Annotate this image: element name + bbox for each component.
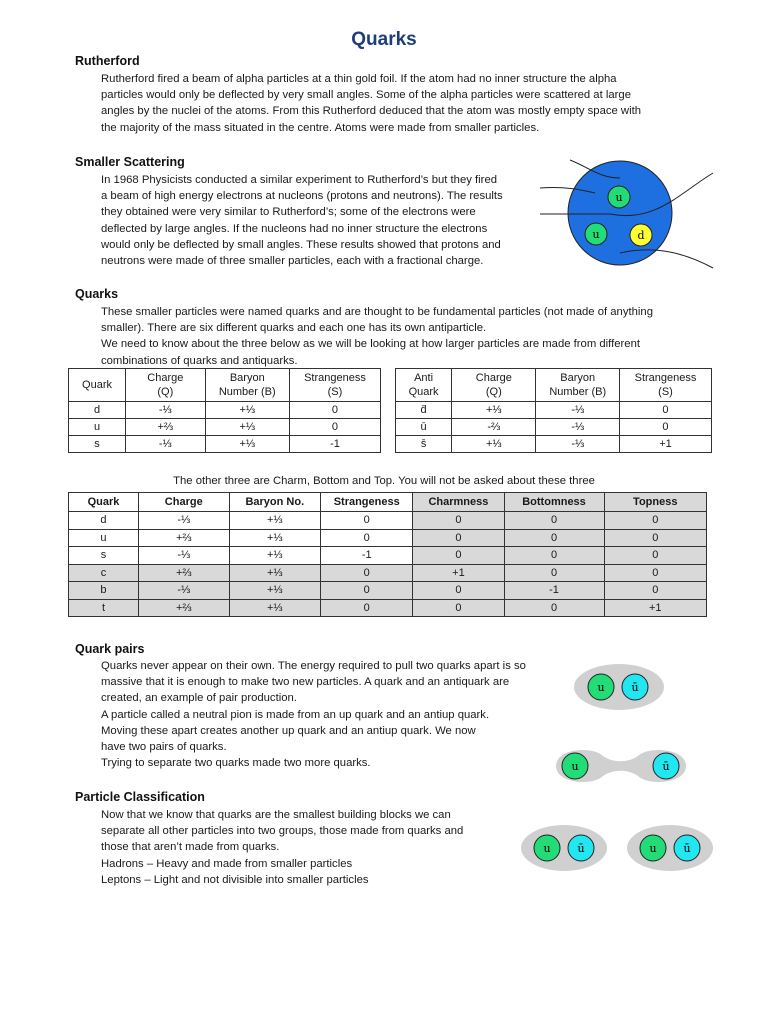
quark-d: [630, 224, 652, 246]
table-cell: 0: [321, 529, 413, 547]
text-line: smaller). There are six different quarks and each one has its own antiparticle.: [101, 322, 487, 335]
table-cell: 0: [413, 547, 504, 565]
table-cell: +⅔: [138, 564, 229, 582]
antiquark-u: [674, 835, 700, 861]
table-cell: 0: [619, 419, 711, 436]
table-cell: 0: [604, 547, 706, 565]
table-cell: +⅓: [452, 436, 536, 453]
table-cell: +⅓: [205, 402, 289, 419]
header-cell: Charmness: [413, 493, 504, 512]
text-line: created, an example of pair production.: [101, 692, 297, 705]
text-line: have two pairs of quarks.: [101, 741, 227, 754]
svg-text:ū: ū: [631, 681, 639, 694]
quark-u: [562, 753, 588, 779]
table-cell: +1: [619, 436, 711, 453]
text-line: Now that we know that quarks are the smallest building blocks we can: [101, 809, 451, 821]
table-cell: +⅓: [205, 419, 289, 436]
text-line: massive that it is enough to make two new particles. A quark and an antiquark are: [101, 676, 510, 689]
table-cell: +⅔: [138, 529, 229, 547]
table-cell: d̄: [396, 402, 452, 419]
paragraph-quark-pairs: [101, 658, 561, 771]
table-cell: 0: [604, 582, 706, 600]
table-cell: -1: [504, 582, 604, 600]
header-cell: Strangeness (S): [619, 369, 711, 402]
table-cell: t: [69, 599, 139, 617]
text-line: the majority of the mass situated in the centre. Atoms were made from smaller particles.: [101, 121, 540, 134]
table-row: [69, 564, 707, 582]
header-cell: Strangeness (S): [289, 369, 380, 402]
svg-text:ū: ū: [577, 842, 585, 855]
text-line: In 1968 Physicists conducted a similar experiment to Rutherford’s but they fired: [101, 174, 498, 186]
svg-text:u: u: [543, 842, 551, 855]
table-cell: 0: [504, 512, 604, 530]
header-cell: Baryon No.: [229, 493, 321, 512]
table-row: [69, 547, 707, 565]
table-cell: 0: [321, 582, 413, 600]
table-cell: -⅓: [138, 547, 229, 565]
table-row: [69, 512, 707, 530]
svg-text:u: u: [615, 191, 623, 204]
header-cell: Baryon Number (B): [205, 369, 289, 402]
table-cell: -⅓: [138, 582, 229, 600]
table-cell: +⅓: [229, 564, 321, 582]
header-cell: Anti Quark: [396, 369, 452, 402]
table-cell: s: [69, 547, 139, 565]
table-cell: 0: [604, 529, 706, 547]
table-cell: +⅓: [229, 582, 321, 600]
quark-u: [588, 674, 614, 700]
text-line: combinations of quarks and antiquarks.: [101, 354, 298, 367]
table-cell: ū: [396, 419, 452, 436]
text-line: We need to know about the three below as we will be looking at how larger particles are made from different: [101, 338, 640, 351]
antiquark-u: [622, 674, 648, 700]
table-cell: 0: [504, 529, 604, 547]
table-cell: +⅔: [138, 599, 229, 617]
table-cell: 0: [504, 599, 604, 617]
table-cell: +⅓: [229, 529, 321, 547]
table-cell: +1: [413, 564, 504, 582]
table-row: [69, 419, 381, 436]
table-cell: -⅓: [126, 436, 205, 453]
nucleon-circle: [568, 161, 672, 265]
text-line: A particle called a neutral pion is made from an up quark and an antiup quark.: [101, 708, 490, 721]
text-line: would only be deflected by small angles. These results showed that protons and: [101, 238, 501, 251]
table-row: [69, 436, 381, 453]
table-cell: b: [69, 582, 139, 600]
svg-text:u: u: [592, 228, 600, 241]
paragraph-rutherford: [101, 71, 691, 136]
paragraph-quarks: [101, 304, 721, 369]
page-title: Quarks: [351, 29, 417, 50]
table-cell: d: [69, 512, 139, 530]
text-line: a beam of high energy electrons at nucleons (protons and neutrons). The results: [101, 190, 503, 203]
text-line: neutrons were made of three smaller particles, each with a fractional charge.: [101, 255, 484, 268]
table-cell: +⅓: [452, 402, 536, 419]
table-cell: 0: [321, 512, 413, 530]
quark-u: [534, 835, 560, 861]
table-row: [69, 599, 707, 617]
table-cell: +⅓: [229, 512, 321, 530]
table-cell: 0: [604, 512, 706, 530]
header-cell: Baryon Number (B): [536, 369, 620, 402]
table-cell: +⅓: [229, 547, 321, 565]
two-pairs-diagram: [520, 822, 720, 874]
header-cell: Charge: [138, 493, 229, 512]
table-header-row: [69, 493, 707, 512]
svg-text:u: u: [649, 842, 657, 855]
quark-u: [608, 186, 630, 208]
table-row: [396, 419, 712, 436]
table-cell: +⅓: [205, 436, 289, 453]
table-cell: 0: [504, 564, 604, 582]
table-cell: 0: [413, 512, 504, 530]
table-cell: 0: [321, 564, 413, 582]
table-row: [69, 402, 381, 419]
table-row: [396, 436, 712, 453]
table-cell: -1: [289, 436, 380, 453]
antiquark-properties-table: [395, 368, 712, 453]
table-cell: -⅓: [536, 436, 620, 453]
table-cell: -⅓: [536, 402, 620, 419]
text-line: particles would only be deflected by very small angles. Some of the alpha particles were scattered at large: [101, 89, 631, 102]
all-quarks-table: [68, 492, 707, 617]
table-cell: 0: [504, 547, 604, 565]
text-line: those that aren’t made from quarks.: [101, 841, 280, 854]
table-cell: 0: [413, 529, 504, 547]
text-line: they obtained were very similar to Rutherford’s; some of the electrons were: [101, 206, 476, 219]
heading-quarks: Quarks: [75, 287, 119, 301]
heading-particle-classification: Particle Classification: [75, 790, 205, 804]
table-cell: -1: [321, 547, 413, 565]
heading-rutherford: Rutherford: [75, 54, 140, 68]
nucleon-scattering-diagram: [535, 153, 725, 273]
text-line: Moving these apart creates another up quark and an antiup quark. We now: [101, 724, 476, 737]
header-cell: Strangeness: [321, 493, 413, 512]
quark-u: [585, 223, 607, 245]
heading-smaller-scattering: Smaller Scattering: [75, 155, 185, 169]
text-line: Rutherford fired a beam of alpha particles at a thin gold foil. If the atom had no inner structure the alpha: [101, 73, 617, 85]
svg-text:u: u: [571, 760, 579, 773]
stretched-pair-diagram: [548, 743, 693, 789]
text-line: Leptons – Light and not divisible into smaller particles: [101, 873, 369, 886]
svg-text:d: d: [637, 229, 645, 242]
table-cell: -⅓: [126, 402, 205, 419]
other-quarks-note: The other three are Charm, Bottom and Top. You will not be asked about these three: [173, 475, 595, 487]
table-cell: 0: [413, 599, 504, 617]
table-cell: +⅔: [126, 419, 205, 436]
text-line: separate all other particles into two groups, those made from quarks and: [101, 825, 464, 838]
pion-pair-diagram: [573, 662, 665, 712]
header-cell: Bottomness: [504, 493, 604, 512]
text-line: angles by the nuclei of the atoms. From this Rutherford deduced that the atom was mostly empty space with: [101, 105, 642, 118]
header-cell: Charge (Q): [126, 369, 205, 402]
table-header-row: [396, 369, 712, 402]
text-line: These smaller particles were named quarks and are thought to be fundamental particles (not made of anything: [101, 306, 653, 318]
header-cell: Quark: [69, 493, 139, 512]
table-cell: s̄: [396, 436, 452, 453]
svg-text:ū: ū: [662, 760, 670, 773]
table-cell: 0: [413, 582, 504, 600]
table-cell: d: [69, 402, 126, 419]
table-cell: +⅓: [229, 599, 321, 617]
table-cell: -⅓: [536, 419, 620, 436]
svg-text:u: u: [597, 681, 605, 694]
paragraph-smaller-scattering: [101, 172, 531, 269]
paragraph-particle-classification: [101, 807, 521, 888]
quark-properties-table: [68, 368, 381, 453]
table-cell: 0: [604, 564, 706, 582]
table-cell: c: [69, 564, 139, 582]
table-cell: 0: [289, 402, 380, 419]
header-cell: Quark: [69, 369, 126, 402]
table-cell: s: [69, 436, 126, 453]
text-line: Quarks never appear on their own. The energy required to pull two quarks apart is so: [101, 660, 526, 672]
table-cell: u: [69, 419, 126, 436]
table-cell: 0: [321, 599, 413, 617]
table-cell: -⅔: [452, 419, 536, 436]
table-cell: 0: [289, 419, 380, 436]
svg-text:ū: ū: [683, 842, 691, 855]
header-cell: Topness: [604, 493, 706, 512]
antiquark-u: [653, 753, 679, 779]
text-line: deflected by large angles. If the nucleons had no inner structure the electrons: [101, 222, 488, 235]
table-cell: u: [69, 529, 139, 547]
text-line: Hadrons – Heavy and made from smaller particles: [101, 857, 353, 870]
table-row: [69, 582, 707, 600]
header-cell: Charge (Q): [452, 369, 536, 402]
heading-quark-pairs: Quark pairs: [75, 642, 145, 656]
table-cell: -⅓: [138, 512, 229, 530]
table-header-row: [69, 369, 381, 402]
quark-u: [640, 835, 666, 861]
text-line: Trying to separate two quarks made two more quarks.: [101, 757, 371, 770]
table-row: [396, 402, 712, 419]
table-cell: 0: [619, 402, 711, 419]
antiquark-u: [568, 835, 594, 861]
table-row: [69, 529, 707, 547]
table-cell: +1: [604, 599, 706, 617]
